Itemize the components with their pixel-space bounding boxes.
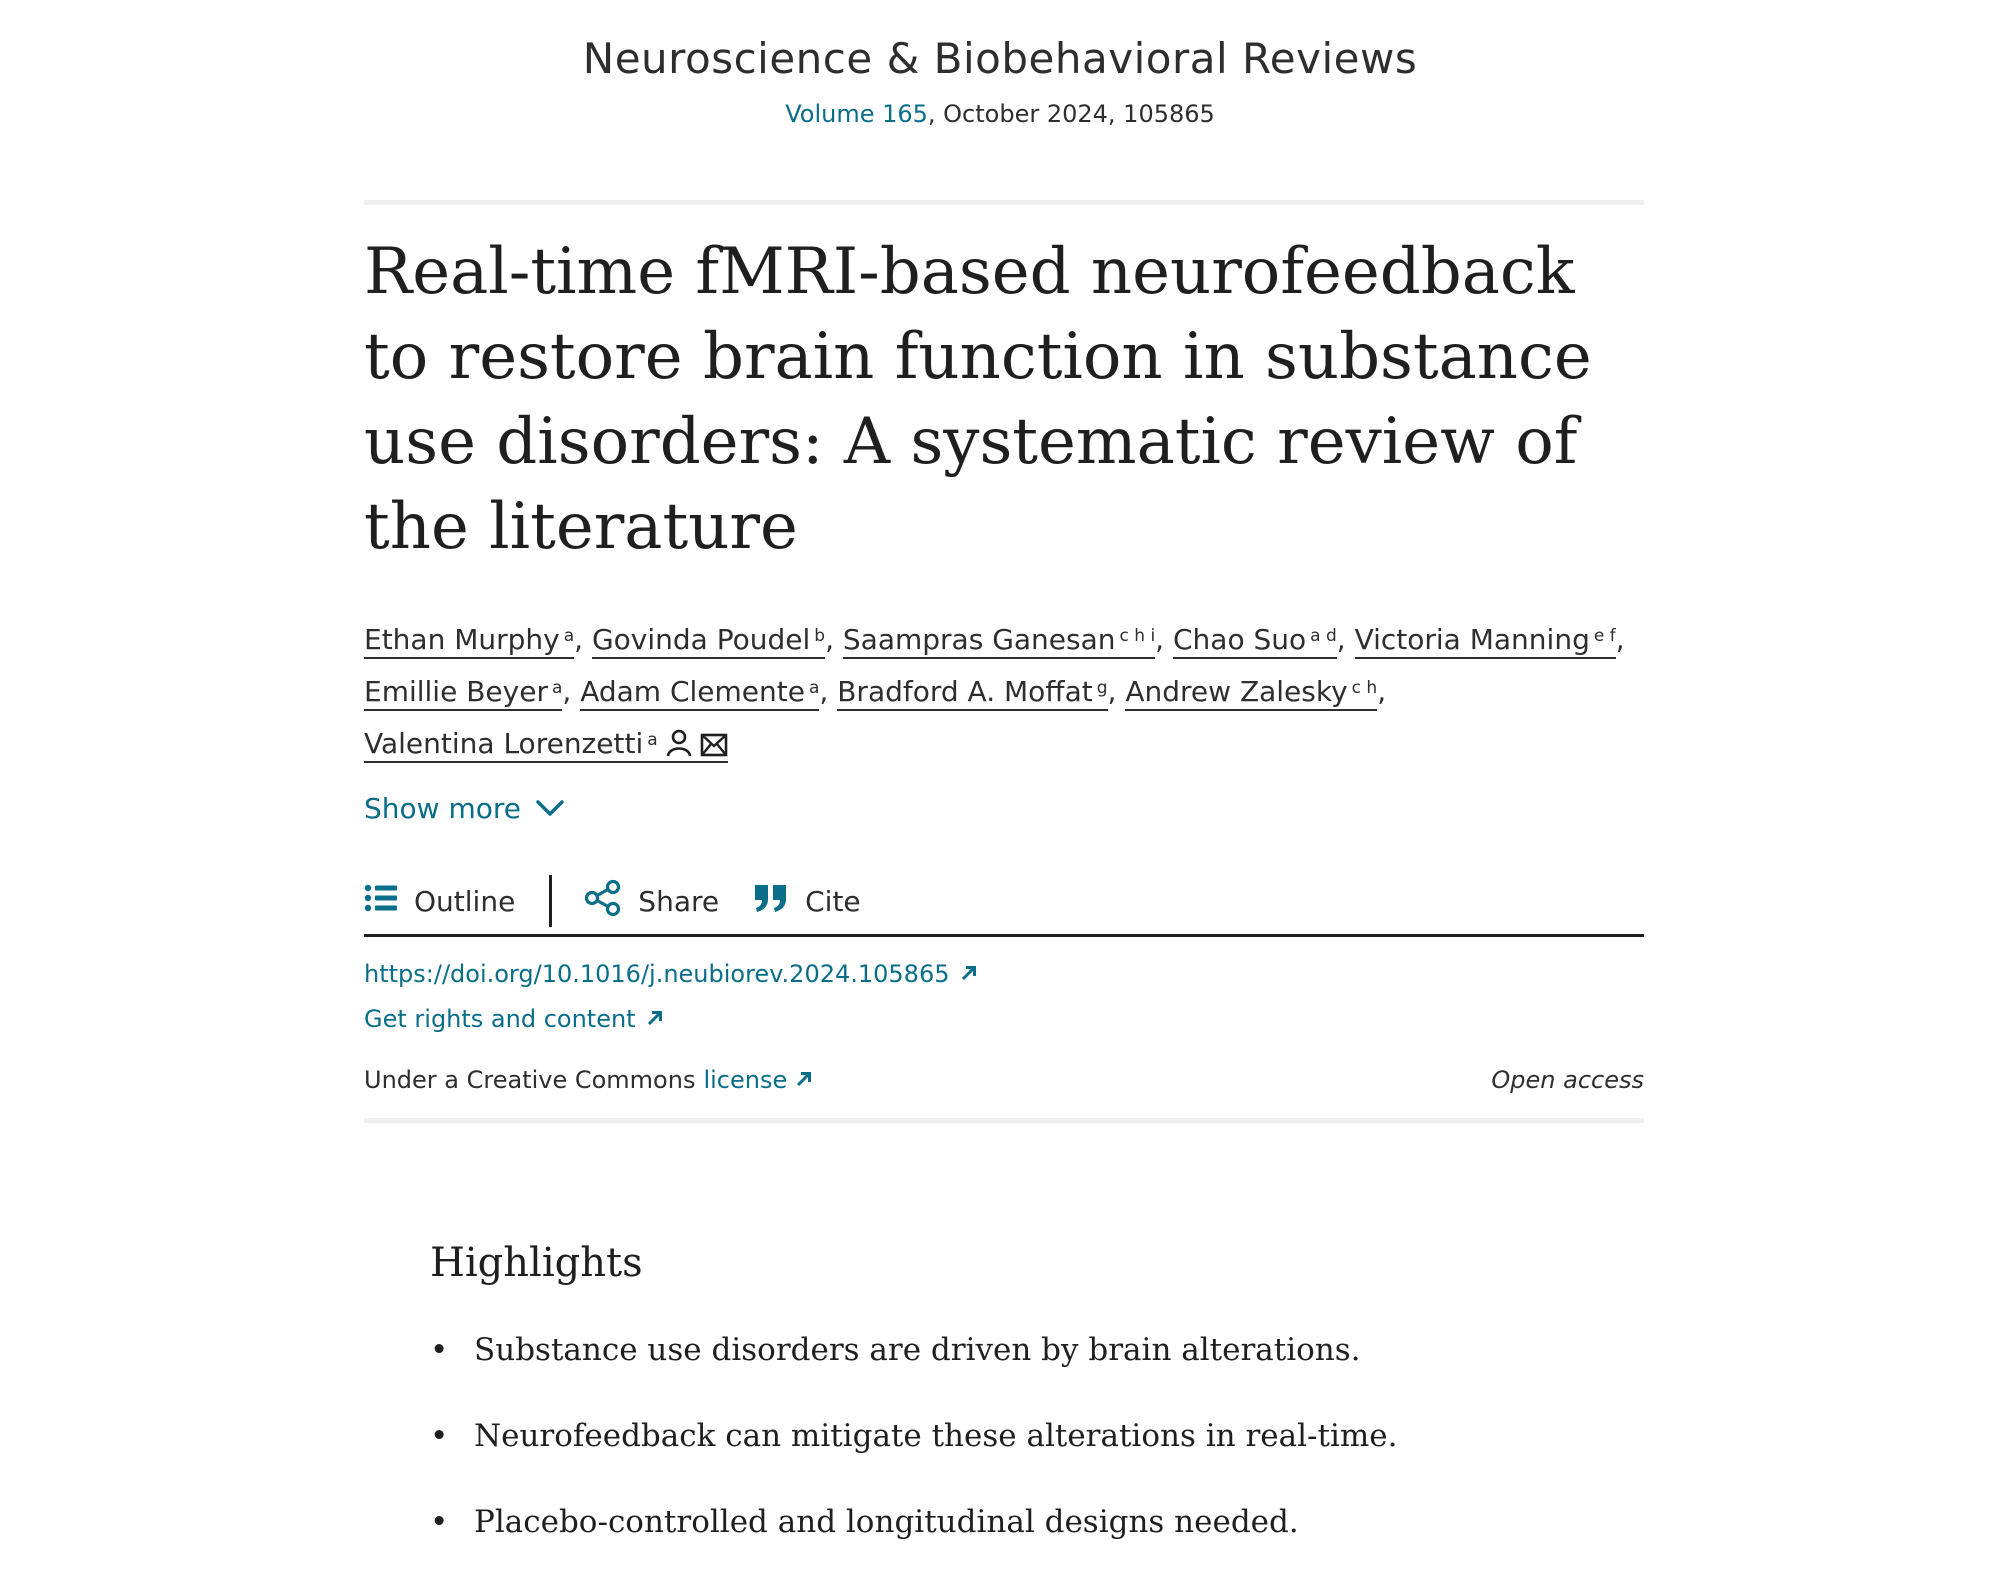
outline-label: Outline xyxy=(414,884,516,918)
list-item: • Neurofeedback can mitigate these alterations in real-time. xyxy=(430,1418,1398,1454)
highlights-list xyxy=(430,1332,1397,1590)
license-line xyxy=(364,1066,813,1094)
bullet: • xyxy=(430,1504,449,1540)
outline-button[interactable] xyxy=(364,883,515,920)
author-link[interactable]: Ethan Murphy $^a$ xyxy=(364,623,574,659)
bottom-divider xyxy=(364,1118,1644,1123)
show-more-label: Show more xyxy=(364,792,521,825)
journal-title[interactable]: Neuroscience & Biobehavioral Reviews xyxy=(582,34,1418,83)
cite-button[interactable] xyxy=(753,883,861,920)
author-list: Ethan Murphy $^a$, Govinda Poudel $^b$, Saampras Ganesan $^{c h i}$, Chao Suo $^{a d}$, Victoria Manning $^{e f}$, Emillie Beyer $^a$, Adam Clemente $^a$, Bradford A. Moffat $^g$, Andrew Zalesky $^{c h}$, Valentina Lorenzetti $^a$ xyxy=(364,612,1664,772)
volume-link[interactable]: Volume 165 xyxy=(785,100,928,128)
share-icon xyxy=(584,879,622,924)
email-icon[interactable] xyxy=(700,724,728,772)
license-link[interactable]: license xyxy=(703,1066,788,1094)
show-more-button[interactable] xyxy=(364,792,565,825)
volume-line xyxy=(0,100,2000,128)
license-prefix: Under a Creative Commons xyxy=(364,1066,696,1094)
doi-text: https://doi.org/10.1016/j.neubiorev.2024.105865 xyxy=(364,960,950,988)
list-item: • Substance use disorders are driven by brain alterations. xyxy=(430,1332,1361,1368)
author-link[interactable]: Saampras Ganesan $^{c h i}$ xyxy=(843,623,1155,659)
external-link-icon xyxy=(960,960,978,988)
list-icon xyxy=(364,883,398,920)
author-link[interactable]: Bradford A. Moffat $^g$ xyxy=(837,675,1107,711)
top-divider xyxy=(364,200,1644,205)
author-link[interactable]: Govinda Poudel $^b$ xyxy=(592,623,825,659)
external-link-icon xyxy=(795,1066,813,1094)
author-link-corresponding[interactable]: Valentina Lorenzetti $^a$ xyxy=(364,727,728,763)
person-icon xyxy=(666,724,692,772)
author-link[interactable]: Victoria Manning $^{e f}$ xyxy=(1355,623,1616,659)
cite-label: Cite xyxy=(805,884,861,918)
rights-link[interactable] xyxy=(364,1005,664,1033)
external-link-icon xyxy=(646,1005,664,1033)
list-item: • Placebo-controlled and longitudinal designs needed. xyxy=(430,1504,1299,1540)
author-link[interactable]: Chao Suo $^{a d}$ xyxy=(1173,623,1337,659)
article-toolbar xyxy=(364,868,1644,934)
author-link[interactable]: Adam Clemente $^a$ xyxy=(580,675,819,711)
chevron-down-icon xyxy=(535,792,565,825)
highlights-heading: Highlights xyxy=(430,1240,643,1286)
doi-link[interactable] xyxy=(364,960,978,988)
toolbar-separator xyxy=(549,875,552,927)
quote-icon xyxy=(753,883,789,920)
rights-text: Get rights and content xyxy=(364,1005,636,1033)
article-title: Real-time fMRI-based neurofeedback to restore brain function in substance use disorders: A systematic review of the literature xyxy=(364,235,1592,564)
author-link[interactable]: Emillie Beyer $^a$ xyxy=(364,675,562,711)
toolbar-divider xyxy=(364,934,1644,937)
issue-info: , October 2024, 105865 xyxy=(927,100,1215,128)
bullet: • xyxy=(430,1332,449,1368)
author-link[interactable]: Andrew Zalesky $^{c h}$ xyxy=(1125,675,1377,711)
bullet: • xyxy=(430,1418,449,1454)
open-access-label: Open access xyxy=(1491,1066,1644,1094)
share-button[interactable] xyxy=(584,879,719,924)
share-label: Share xyxy=(638,884,720,918)
